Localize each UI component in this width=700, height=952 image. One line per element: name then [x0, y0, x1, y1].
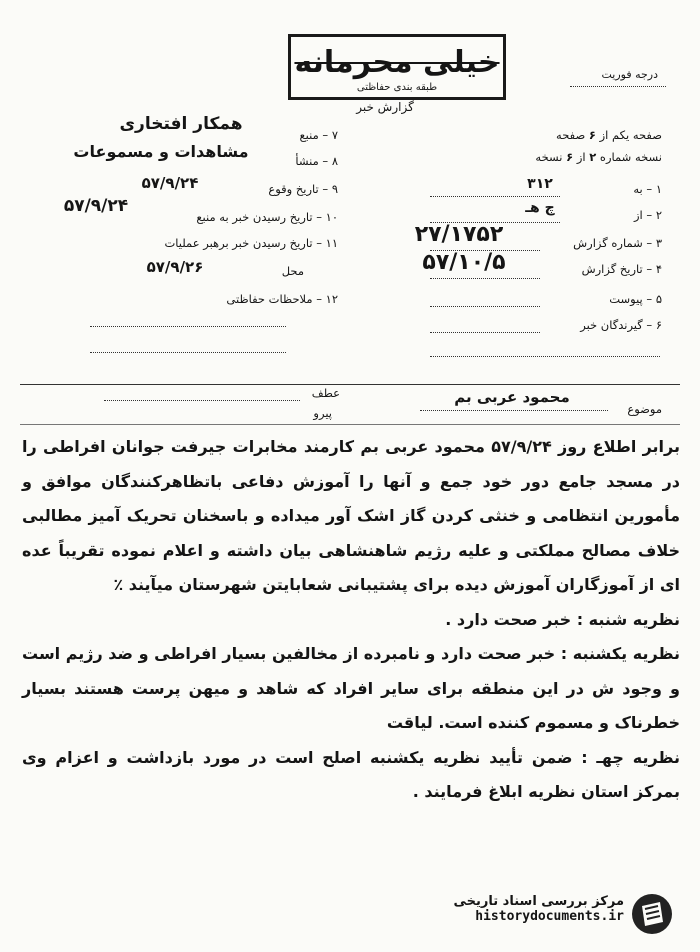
classification-stamp-text: خیلی محرمانه [294, 45, 500, 80]
subject-top-rule [20, 384, 680, 385]
watermark-url: historydocuments.ir [475, 909, 624, 924]
remarks-line-2 [90, 352, 286, 353]
page-info-row [458, 128, 662, 142]
remarks-line-1 [90, 326, 286, 327]
field-label-9: ۹ – تاریخ وقوع [268, 182, 338, 196]
copy-value: ۲ [589, 150, 597, 164]
copy-total: ۶ [566, 150, 574, 164]
subject-line [420, 410, 608, 411]
field-label-12: ۱۲ – ملاحظات حفاظتی [226, 292, 338, 306]
field-label-6: ۶ – گیرندگان خبر [580, 318, 662, 332]
copy-label: نسخه شماره [599, 150, 662, 164]
field-value-4: ۵۷/۱۰/۵ [422, 250, 506, 275]
field-line-4 [430, 278, 540, 279]
body-paragraph-2: نظریه شنبه : خبر صحت دارد . [445, 609, 680, 629]
page-value: ۶ [588, 128, 596, 142]
field-line-6 [430, 332, 540, 333]
field-label-11: ۱۱ – تاریخ رسیدن خبر برهبر عملیات [164, 236, 338, 250]
field-label-5: ۵ – پیوست [609, 292, 662, 306]
subject-value: محمود عربی بم [454, 388, 570, 406]
field-value-3: ۲۷/۱۷۵۲ [414, 222, 504, 247]
archive-logo-icon [630, 892, 674, 936]
watermark [404, 894, 624, 924]
classification-stamp [288, 34, 506, 100]
field-label-3: ۳ – شماره گزارش [573, 236, 662, 250]
field-label-8: ۸ – منشأ [295, 154, 338, 168]
copy-info-row [418, 150, 662, 164]
subject-bottom-rule [20, 424, 680, 425]
location-label: محل [281, 264, 304, 278]
watermark-name: مرکز بررسی اسناد تاریخی [453, 894, 624, 909]
field-label-7: ۷ – منبع [299, 128, 338, 142]
classification-stamp-subtitle: طبقه بندی حفاظتی [356, 82, 438, 93]
field-value-1: ۳۱۲ [527, 176, 553, 192]
atf-line [104, 400, 300, 401]
field-label-2: ۲ – از [634, 208, 662, 222]
field-line-6b [430, 356, 660, 357]
peyro-label: پیرو [313, 406, 332, 420]
field-value-9: ۵۷/۹/۲۴ [141, 174, 199, 192]
report-body [22, 430, 680, 810]
field-value-10: ۵۷/۹/۲۴ [63, 196, 129, 216]
field-value-7: همکار افتخاری [119, 114, 243, 134]
atf-label: عطف [311, 386, 340, 400]
field-value-8: مشاهدات و مسموعات [73, 142, 249, 161]
copy-of: از [576, 150, 586, 164]
field-line-1 [430, 196, 560, 197]
field-label-1: ۱ – به [633, 182, 662, 196]
field-value-2: چ هـ [525, 200, 555, 216]
field-line-5 [430, 306, 540, 307]
page-label: صفحه یکم از [599, 128, 662, 142]
body-paragraph-1: برابر اطلاع روز ۵۷/۹/۲۴ محمود عربی بم کارمند مخابرات جیرفت جوانان افراطی را در مسجد جامع دور خود جمع و آنها را آموزش دفاعی باتظاهرکنندگان موافق و مأمورین انتظامی و خنثی کردن گاز اشک آور میداده و باسخنان تحریک آمیز مطالبی خلاف مصالح مملکتی و علیه رژیم شاهنشاهی بیان داشته و اعلام نموده تقریباً عده ای از آموزگاران آموزش دیده برای پشتیبانی شعابایتن شهرستان میآیند ٪ [22, 437, 680, 594]
field-value-11: ۵۷/۹/۲۶ [146, 258, 204, 276]
report-title: گزارش خبر [356, 100, 414, 114]
field-label-4: ۴ – تاریخ گزارش [581, 262, 662, 276]
field-label-10: ۱۰ – تاریخ رسیدن خبر به منبع [196, 210, 338, 224]
page-suffix: صفحه [556, 128, 586, 142]
body-paragraph-4: نظریه چهـ : ضمن تأیید نظریه یکشنبه اصلح است در مورد بازداشت و اعزام وی بمرکز استان نظریه ابلاغ فرمایند . [22, 747, 680, 801]
copy-suffix: نسخه [535, 150, 563, 164]
body-paragraph-3: نظریه یکشنبه : خبر صحت دارد و نامبرده از مخالفین بسیار افراطی و ضد رژیم است و وجود ش در این منطقه برای سایر افراد که شاهد و میهن پرست هستند بسیار خطرناک و مسموم کننده است. لیاقت [22, 644, 680, 732]
priority-line [570, 86, 666, 87]
priority-label: درجه فوریت [601, 68, 658, 81]
subject-label: موضوع [627, 402, 662, 416]
